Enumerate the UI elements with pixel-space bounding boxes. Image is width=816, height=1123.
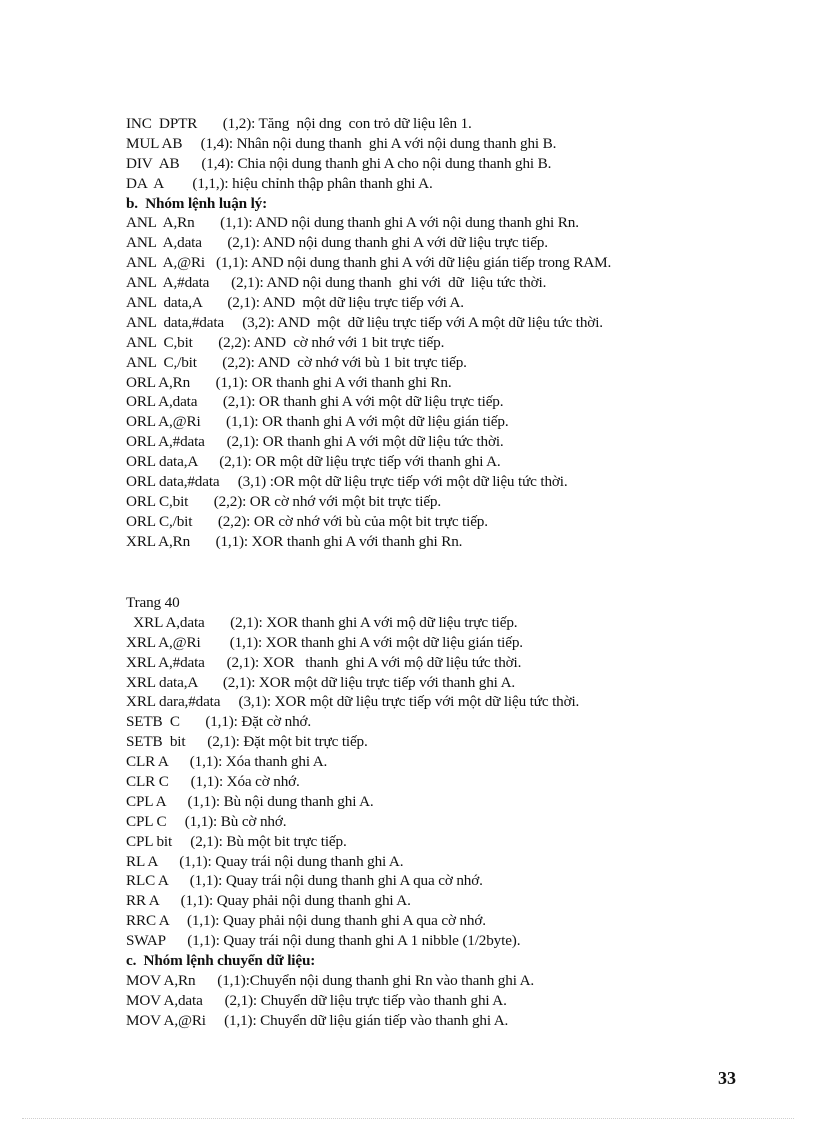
instruction-line-rl-a: RL A (1,1): Quay trái nội dung thanh ghi A.	[126, 852, 404, 870]
instruction-line-orl-a-imm: ORL A,#data (2,1): OR thanh ghi A với một dữ liệu tức thời.	[126, 433, 504, 451]
instruction-line-xrl-data-a: XRL data,A (2,1): XOR một dữ liệu trực tiếp với thanh ghi A.	[126, 673, 516, 691]
instruction-line-rr-a: RR A (1,1): Quay phải nội dung thanh ghi A.	[126, 892, 411, 910]
instruction-line-xrl-data-imm: XRL dara,#data (3,1): XOR một dữ liệu trực tiếp với một dữ liệu tức thời.	[126, 693, 580, 711]
instruction-line-xrl-a-data: XRL A,data (2,1): XOR thanh ghi A với mộ dữ liệu trực tiếp.	[126, 613, 518, 631]
instruction-line-xrl-a-imm: XRL A,#data (2,1): XOR thanh ghi A với mộ dữ liệu tức thời.	[126, 653, 522, 671]
instruction-list-lower	[126, 593, 766, 1031]
instruction-line-orl-a-rn: ORL A,Rn (1,1): OR thanh ghi A với thanh ghi Rn.	[126, 373, 452, 391]
instruction-line-anl-a-data: ANL A,data (2,1): AND nội dung thanh ghi A với dữ liệu trực tiếp.	[126, 234, 548, 252]
page-reference-label: Trang 40	[126, 594, 180, 611]
instruction-line-rlc-a: RLC A (1,1): Quay trái nội dung thanh ghi A qua cờ nhớ.	[126, 872, 483, 890]
instruction-line-mov-a-ri: MOV A,@Ri (1,1): Chuyển dữ liệu gián tiếp vào thanh ghi A.	[126, 1011, 509, 1029]
instruction-line-rrc-a: RRC A (1,1): Quay phải nội dung thanh ghi A qua cờ nhớ.	[126, 912, 486, 930]
instruction-line-clr-c: CLR C (1,1): Xóa cờ nhớ.	[126, 773, 300, 791]
instruction-line-anl-c-nbit: ANL C,/bit (2,2): AND cờ nhớ với bù 1 bit trực tiếp.	[126, 353, 467, 371]
instruction-line-anl-data-a: ANL data,A (2,1): AND một dữ liệu trực tiếp với A.	[126, 294, 464, 312]
instruction-line-mov-a-data: MOV A,data (2,1): Chuyển dữ liệu trực tiếp vào thanh ghi A.	[126, 991, 507, 1009]
instruction-line-anl-a-ri: ANL A,@Ri (1,1): AND nội dung thanh ghi A với dữ liệu gián tiếp trong RAM.	[126, 254, 612, 272]
instruction-line-orl-c-bit: ORL C,bit (2,2): OR cờ nhớ với một bit trực tiếp.	[126, 492, 442, 510]
instruction-line-orl-a-data: ORL A,data (2,1): OR thanh ghi A với một dữ liệu trực tiếp.	[126, 393, 504, 411]
instruction-line-cpl-bit: CPL bit (2,1): Bù một bit trực tiếp.	[126, 832, 347, 850]
instruction-line-xrl-a-rn: XRL A,Rn (1,1): XOR thanh ghi A với thanh ghi Rn.	[126, 532, 463, 550]
instruction-line-anl-c-bit: ANL C,bit (2,2): AND cờ nhớ với 1 bit trực tiếp.	[126, 333, 445, 351]
instruction-line-orl-data-imm: ORL data,#data (3,1) :OR một dữ liệu trực tiếp với một dữ liệu tức thời.	[126, 473, 568, 491]
section-heading-logic: b. Nhóm lệnh luận lý:	[126, 194, 268, 212]
instruction-line-anl-a-rn: ANL A,Rn (1,1): AND nội dung thanh ghi A với nội dung thanh ghi Rn.	[126, 214, 579, 232]
section-heading-data-transfer: c. Nhóm lệnh chuyển dữ liệu:	[126, 952, 316, 970]
instruction-line-anl-data-imm: ANL data,#data (3,2): AND một dữ liệu trực tiếp với A một dữ liệu tức thời.	[126, 313, 603, 331]
instruction-line-clr-a: CLR A (1,1): Xóa thanh ghi A.	[126, 753, 328, 771]
instruction-line-anl-a-imm: ANL A,#data (2,1): AND nội dung thanh ghi với dữ liệu tức thời.	[126, 274, 547, 292]
instruction-line-da-a: DA A (1,1,): hiệu chỉnh thập phân thanh ghi A.	[126, 174, 433, 192]
instruction-line-setb-c: SETB C (1,1): Đặt cờ nhớ.	[126, 713, 312, 731]
instruction-line-orl-a-ri: ORL A,@Ri (1,1): OR thanh ghi A với một dữ liệu gián tiếp.	[126, 413, 509, 431]
page-number: 33	[718, 1068, 736, 1088]
instruction-line-orl-data-a: ORL data,A (2,1): OR một dữ liệu trực tiếp với thanh ghi A.	[126, 453, 501, 471]
instruction-line-mul-ab: MUL AB (1,4): Nhân nội dung thanh ghi A với nội dung thanh ghi B.	[126, 134, 557, 152]
instruction-line-setb-bit: SETB bit (2,1): Đặt một bit trực tiếp.	[126, 733, 368, 751]
footer-divider	[22, 1118, 794, 1119]
instruction-list-upper	[126, 114, 766, 552]
instruction-line-mov-a-rn: MOV A,Rn (1,1):Chuyển nội dung thanh ghi Rn vào thanh ghi A.	[126, 971, 535, 989]
instruction-line-cpl-c: CPL C (1,1): Bù cờ nhớ.	[126, 812, 287, 830]
instruction-line-inc-dptr: INC DPTR (1,2): Tăng nội dng con trỏ dữ liệu lên 1.	[126, 115, 472, 132]
instruction-line-xrl-a-ri: XRL A,@Ri (1,1): XOR thanh ghi A với một dữ liệu gián tiếp.	[126, 633, 523, 651]
instruction-line-swap: SWAP (1,1): Quay trái nội dung thanh ghi A 1 nibble (1/2byte).	[126, 932, 521, 950]
instruction-line-cpl-a: CPL A (1,1): Bù nội dung thanh ghi A.	[126, 792, 374, 810]
instruction-line-orl-c-nbit: ORL C,/bit (2,2): OR cờ nhớ với bù của một bit trực tiếp.	[126, 512, 488, 530]
instruction-line-div-ab: DIV AB (1,4): Chia nội dung thanh ghi A cho nội dung thanh ghi B.	[126, 154, 552, 172]
